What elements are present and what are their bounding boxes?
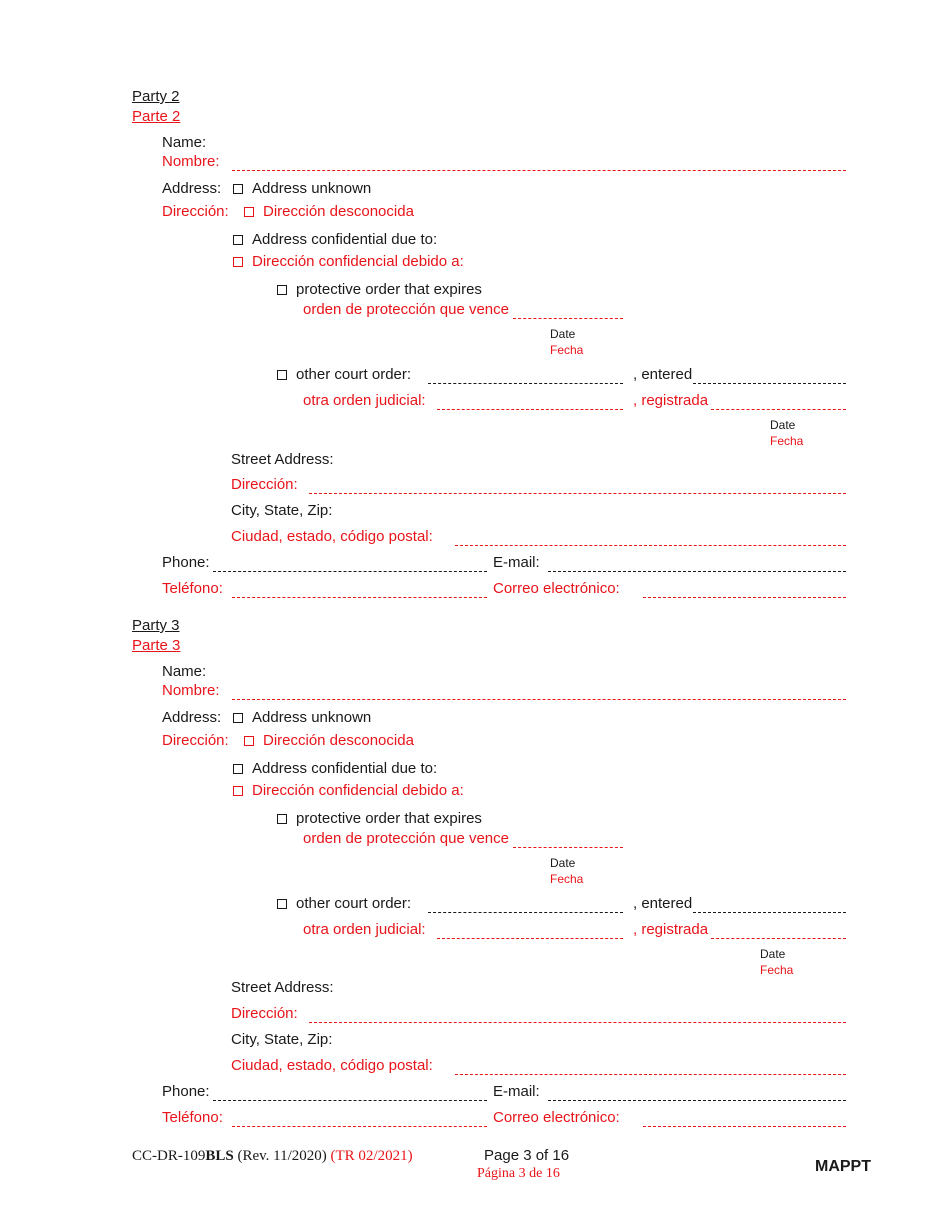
city-label-es: Ciudad, estado, código postal: (231, 528, 433, 545)
city-field[interactable] (455, 545, 846, 546)
other-order-checkbox[interactable] (277, 370, 287, 380)
address-unknown-checkbox[interactable] (233, 184, 243, 194)
name-label-en: Name: (162, 134, 207, 151)
address-row-en (162, 709, 221, 727)
email-label-es: Correo electrónico: (493, 1109, 620, 1126)
other-order-option[interactable] (277, 895, 411, 913)
phone-field-es[interactable] (232, 597, 487, 598)
address-unknown-option[interactable] (233, 180, 371, 198)
other-order-label: other court order: (296, 895, 412, 912)
email-label-es: Correo electrónico: (493, 580, 620, 597)
other-order-label-es: otra orden judicial: (303, 392, 426, 409)
address-unknown-option-es[interactable] (244, 203, 414, 221)
date2-caption-es: Fecha (760, 963, 794, 977)
street-field[interactable] (309, 1022, 846, 1023)
city-label-es: Ciudad, estado, código postal: (231, 1057, 433, 1074)
phone-label-en: Phone: (162, 554, 210, 571)
other-order-field-es[interactable] (437, 409, 623, 410)
protective-order-label: protective order that expires (296, 810, 482, 827)
name-label-es: Nombre: (162, 153, 220, 170)
address-confidential-checkbox-es[interactable] (233, 786, 243, 796)
other-order-field[interactable] (428, 912, 623, 913)
name-field[interactable] (232, 699, 846, 700)
address-label-en: Address: (162, 709, 222, 726)
email-field[interactable] (548, 1100, 846, 1101)
address-label-en: Address: (162, 180, 222, 197)
party-heading-en: Party 3 (132, 617, 180, 634)
protective-order-date-field[interactable] (513, 847, 623, 848)
entered-date-field[interactable] (693, 912, 846, 913)
other-order-label-es: otra orden judicial: (303, 921, 426, 938)
protective-order-option[interactable] (277, 810, 482, 828)
form-number: CC-DR-109 (132, 1148, 206, 1164)
form-revision: (Rev. 11/2020) (237, 1148, 327, 1164)
address-confidential-checkbox-es[interactable] (233, 257, 243, 267)
address-confidential-label: Address confidential due to: (252, 231, 438, 248)
street-label-en: Street Address: (231, 979, 334, 996)
address-unknown-checkbox-es[interactable] (244, 736, 254, 746)
entered-date-field-es[interactable] (711, 409, 846, 410)
form-translation: (TR 02/2021) (330, 1148, 413, 1164)
date-caption-es: Fecha (550, 872, 584, 886)
address-confidential-label-es: Dirección confidencial debido a: (252, 782, 464, 799)
phone-field-es[interactable] (232, 1126, 487, 1127)
page-number-es: Página 3 de 16 (477, 1166, 560, 1181)
address-confidential-checkbox[interactable] (233, 235, 243, 245)
address-unknown-option[interactable] (233, 709, 371, 727)
address-label-es: Dirección: (162, 732, 229, 749)
address-row-en (162, 180, 221, 198)
form-id (132, 1147, 413, 1165)
other-order-checkbox[interactable] (277, 899, 287, 909)
party-heading-es: Parte 2 (132, 108, 181, 125)
other-order-option[interactable] (277, 366, 411, 384)
address-confidential-option-es[interactable] (233, 782, 464, 800)
other-order-field-es[interactable] (437, 938, 623, 939)
entered-label: , entered (633, 895, 693, 912)
email-field[interactable] (548, 571, 846, 572)
protective-order-option[interactable] (277, 281, 482, 299)
other-order-label: other court order: (296, 366, 412, 383)
protective-order-checkbox[interactable] (277, 814, 287, 824)
entered-label: , entered (633, 366, 693, 383)
address-confidential-option-es[interactable] (233, 253, 464, 271)
phone-field[interactable] (213, 571, 487, 572)
city-label-en: City, State, Zip: (231, 1031, 333, 1048)
entered-label-es: , registrada (633, 921, 709, 938)
phone-label-en: Phone: (162, 1083, 210, 1100)
entered-label-es: , registrada (633, 392, 709, 409)
street-field[interactable] (309, 493, 846, 494)
date2-caption-en: Date (760, 947, 786, 961)
address-confidential-option[interactable] (233, 760, 437, 778)
city-field[interactable] (455, 1074, 846, 1075)
phone-label-es: Teléfono: (162, 1109, 223, 1126)
email-field-es[interactable] (643, 597, 846, 598)
name-field[interactable] (232, 170, 846, 171)
protective-order-label-es: orden de protección que vence (303, 830, 509, 847)
name-label-en: Name: (162, 663, 207, 680)
phone-label-es: Teléfono: (162, 580, 223, 597)
form-number-suffix: BLS (205, 1148, 234, 1164)
address-unknown-checkbox-es[interactable] (244, 207, 254, 217)
phone-field[interactable] (213, 1100, 487, 1101)
protective-order-label: protective order that expires (296, 281, 482, 298)
email-field-es[interactable] (643, 1126, 846, 1127)
protective-order-checkbox[interactable] (277, 285, 287, 295)
date-caption-en: Date (550, 327, 576, 341)
mappt-label: MAPPT (815, 1158, 871, 1175)
protective-order-label-es: orden de protección que vence (303, 301, 509, 318)
protective-order-date-field[interactable] (513, 318, 623, 319)
other-order-field[interactable] (428, 383, 623, 384)
email-label-en: E-mail: (493, 554, 540, 571)
street-label-en: Street Address: (231, 451, 334, 468)
street-label-es: Dirección: (231, 476, 298, 493)
address-confidential-option[interactable] (233, 231, 437, 249)
address-unknown-label-es: Dirección desconocida (263, 732, 414, 749)
address-confidential-label: Address confidential due to: (252, 760, 438, 777)
party-heading-es: Parte 3 (132, 637, 181, 654)
page-number-en: Page 3 of 16 (484, 1147, 570, 1164)
date2-caption-es: Fecha (770, 434, 804, 448)
address-unknown-label-es: Dirección desconocida (263, 203, 414, 220)
city-label-en: City, State, Zip: (231, 502, 333, 519)
date-caption-es: Fecha (550, 343, 584, 357)
address-confidential-checkbox[interactable] (233, 764, 243, 774)
address-unknown-label: Address unknown (252, 180, 372, 197)
address-confidential-label-es: Dirección confidencial debido a: (252, 253, 464, 270)
entered-date-field[interactable] (693, 383, 846, 384)
street-label-es: Dirección: (231, 1005, 298, 1022)
address-label-es: Dirección: (162, 203, 229, 220)
date-caption-en: Date (550, 856, 576, 870)
address-unknown-option-es[interactable] (244, 732, 414, 750)
address-unknown-checkbox[interactable] (233, 713, 243, 723)
party-heading-en: Party 2 (132, 88, 180, 105)
date2-caption-en: Date (770, 418, 796, 432)
entered-date-field-es[interactable] (711, 938, 846, 939)
name-label-es: Nombre: (162, 682, 220, 699)
email-label-en: E-mail: (493, 1083, 540, 1100)
address-unknown-label: Address unknown (252, 709, 372, 726)
